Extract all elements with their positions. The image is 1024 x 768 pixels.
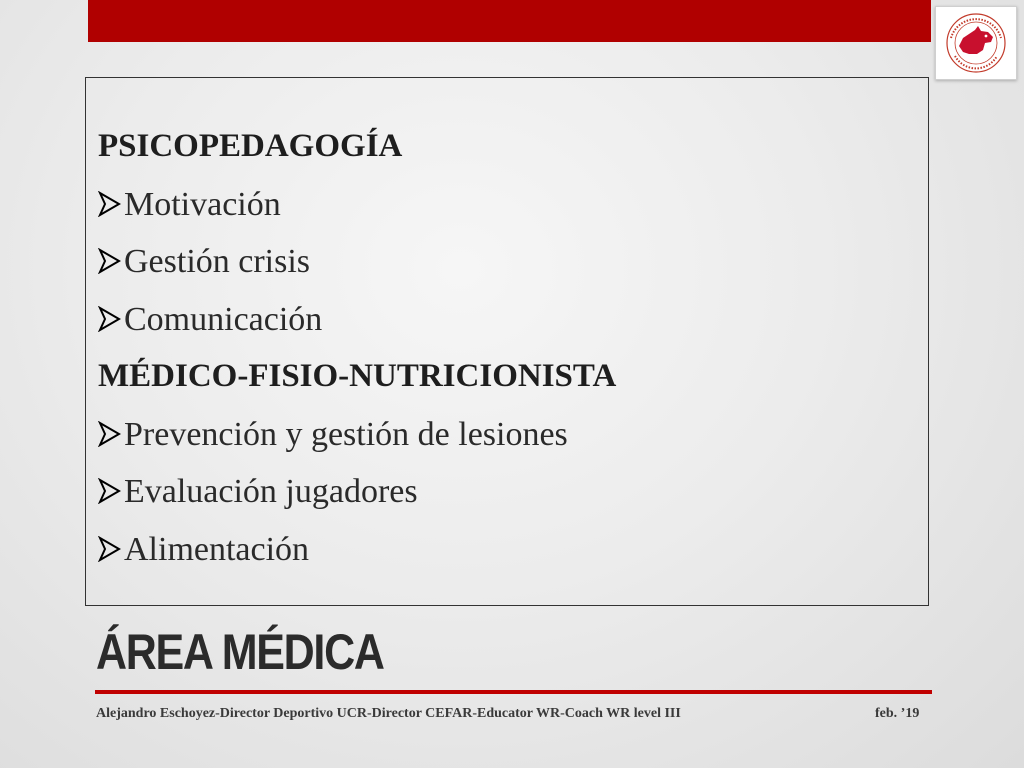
list-item xyxy=(98,463,616,521)
arrow-bullet-icon xyxy=(98,248,122,274)
list-item-text: Alimentación xyxy=(124,530,310,568)
arrow-bullet-icon xyxy=(98,191,122,217)
list-item xyxy=(98,521,616,579)
club-logo xyxy=(935,6,1017,80)
list-item-text: Evaluación jugadores xyxy=(124,473,418,510)
footer-author: Alejandro Eschoyez-Director Deportivo UCR-Director CEFAR-Educator WR-Coach WR level III xyxy=(96,706,681,721)
content-box xyxy=(85,77,929,606)
list-item xyxy=(98,176,616,234)
list-item-text: Gestión crisis xyxy=(124,243,311,280)
list-item-text: Comunicación xyxy=(124,300,323,338)
arrow-bullet-icon xyxy=(98,306,122,332)
list-item xyxy=(98,233,616,291)
arrow-bullet-icon xyxy=(98,478,122,504)
club-crest-icon xyxy=(945,12,1007,74)
arrow-bullet-icon xyxy=(98,421,122,447)
arrow-bullet-icon xyxy=(98,536,122,562)
content-list xyxy=(98,118,616,578)
heading-text: MÉDICO-FISIO-NUTRICIONISTA xyxy=(98,358,617,394)
header-accent-bar xyxy=(88,0,931,42)
slide-title: ÁREA MÉDICA xyxy=(96,624,384,680)
section-heading-medico xyxy=(98,348,616,406)
list-item-text: Motivación xyxy=(124,185,281,223)
section-heading-psicopedagogia xyxy=(98,118,616,176)
title-underline xyxy=(95,690,932,694)
footer-date: feb. ’19 xyxy=(875,706,920,721)
list-item xyxy=(98,291,616,349)
list-item-text: Prevención y gestión de lesiones xyxy=(124,415,568,453)
heading-text: PSICOPEDAGOGÍA xyxy=(98,128,403,164)
list-item xyxy=(98,406,616,464)
